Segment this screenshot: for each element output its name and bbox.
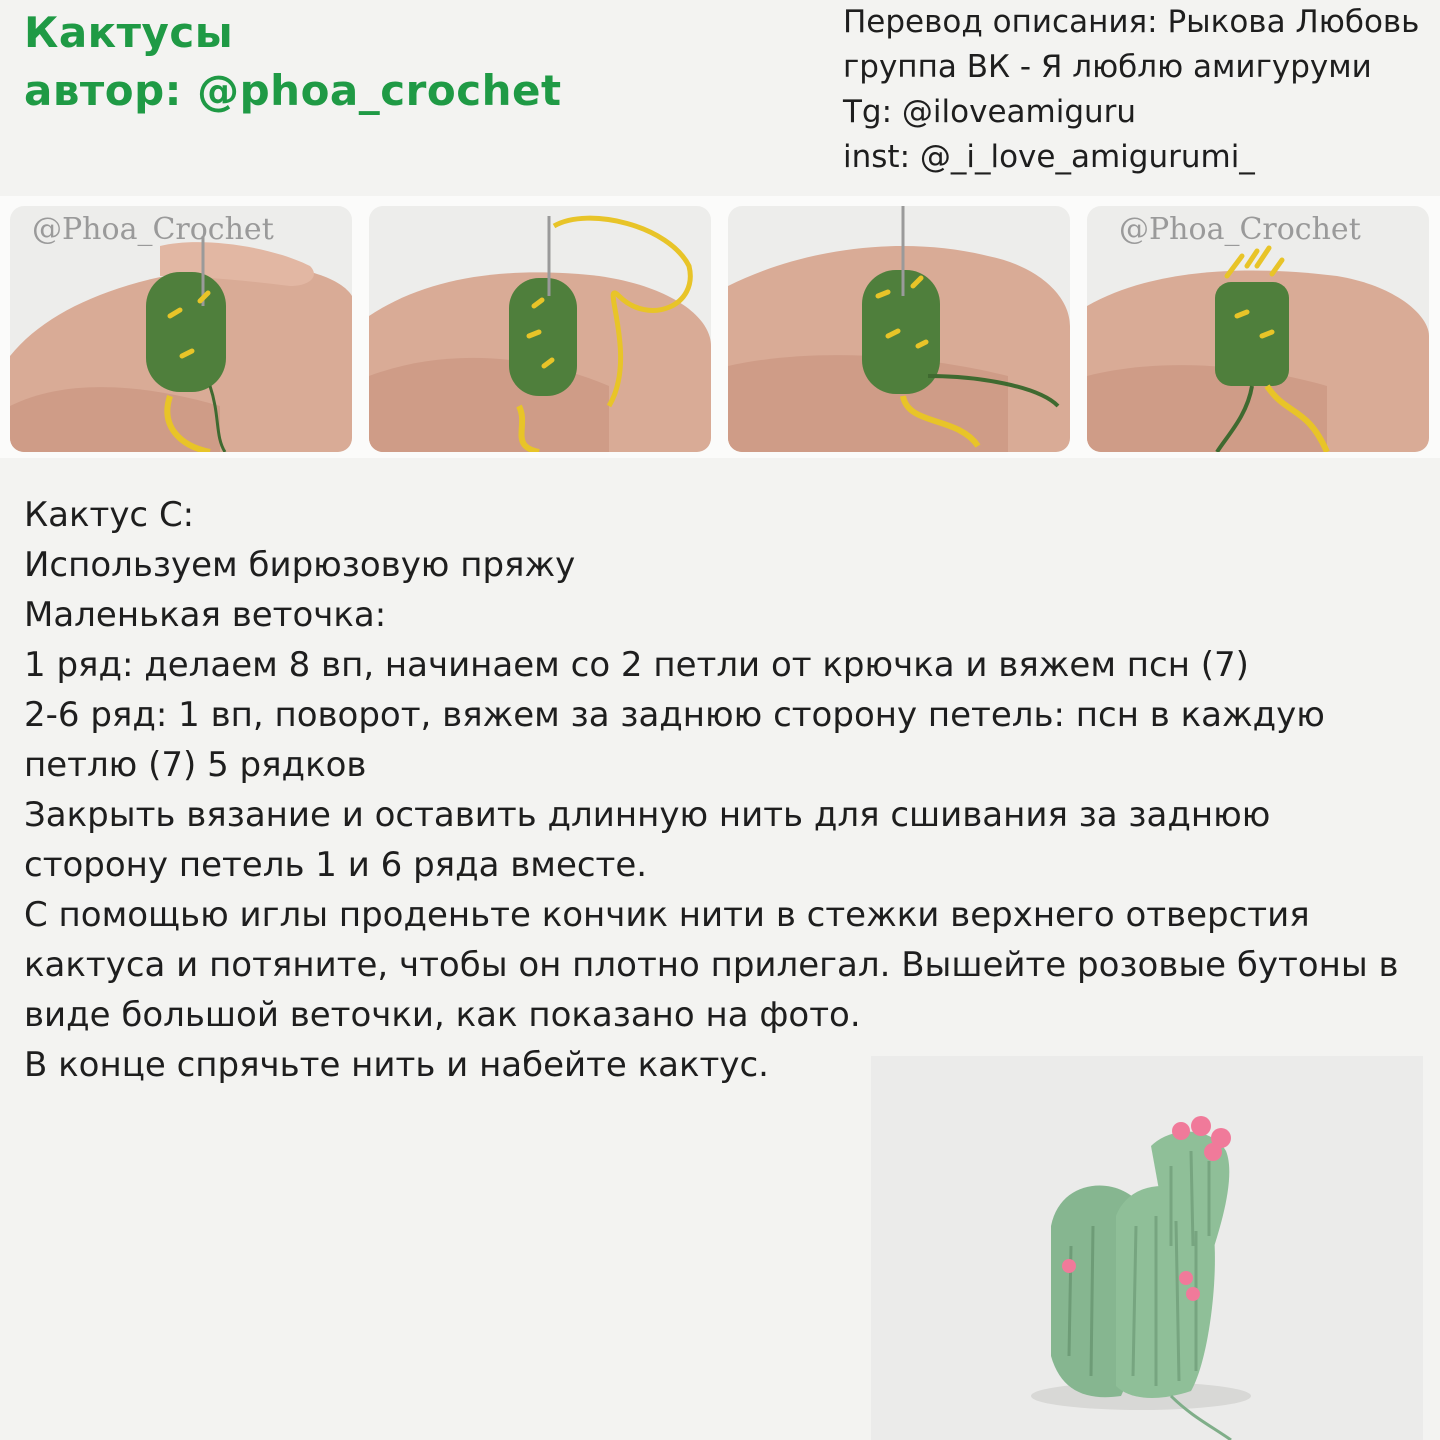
instruction-line-1: Кактус С: <box>24 495 195 535</box>
instruction-line-8: сторону петель 1 и 6 ряда вместе. <box>24 845 648 885</box>
finished-cactus-photo <box>871 1056 1423 1440</box>
credit-telegram: Tg: @iloveamiguru <box>843 94 1137 130</box>
step-photo-2 <box>369 206 711 452</box>
credit-instagram: inst: @_i_love_amigurumi_ <box>843 139 1255 175</box>
finished-cactus-illustration <box>871 1056 1423 1440</box>
instruction-line-7: Закрыть вязание и оставить длинную нить для сшивания за заднюю <box>24 795 1271 835</box>
instruction-line-9: С помощью иглы проденьте кончик нити в стежки верхнего отверстия <box>24 895 1310 935</box>
title-author: автор: @phoa_crochet <box>24 66 562 115</box>
instruction-line-4: 1 ряд: делаем 8 вп, начинаем со 2 петли от крючка и вяжем псн (7) <box>24 645 1249 685</box>
pattern-instructions <box>24 490 1440 1090</box>
instruction-line-6: петлю (7) 5 рядков <box>24 745 367 785</box>
step-photo-4 <box>1087 206 1429 452</box>
hand-with-cactus-and-yarn-illustration <box>369 206 711 452</box>
title-cacti: Кактусы <box>24 8 234 57</box>
instruction-line-12: В конце спрячьте нить и набейте кактус. <box>24 1045 769 1085</box>
instruction-line-11: виде большой веточки, как показано на фото. <box>24 995 861 1035</box>
step-photo-3 <box>728 206 1070 452</box>
instruction-line-10: кактуса и потяните, чтобы он плотно прилегал. Вышейте розовые бутоны в <box>24 945 1399 985</box>
instruction-line-3: Маленькая веточка: <box>24 595 387 635</box>
document-title <box>24 4 562 120</box>
credit-translator: Перевод описания: Рыкова Любовь <box>843 4 1420 40</box>
hand-sewing-cactus-illustration <box>728 206 1070 452</box>
watermark-1: @Phoa_Crochet <box>32 212 274 247</box>
translation-credits <box>843 0 1440 180</box>
instruction-line-5: 2-6 ряд: 1 вп, поворот, вяжем за заднюю сторону петель: псн в каждую <box>24 695 1325 735</box>
step-photo-1 <box>10 206 352 452</box>
watermark-4: @Phoa_Crochet <box>1119 212 1361 247</box>
credit-vk-group: группа ВК - Я люблю амигуруми <box>843 49 1372 85</box>
instruction-line-2: Используем бирюзовую пряжу <box>24 545 576 585</box>
